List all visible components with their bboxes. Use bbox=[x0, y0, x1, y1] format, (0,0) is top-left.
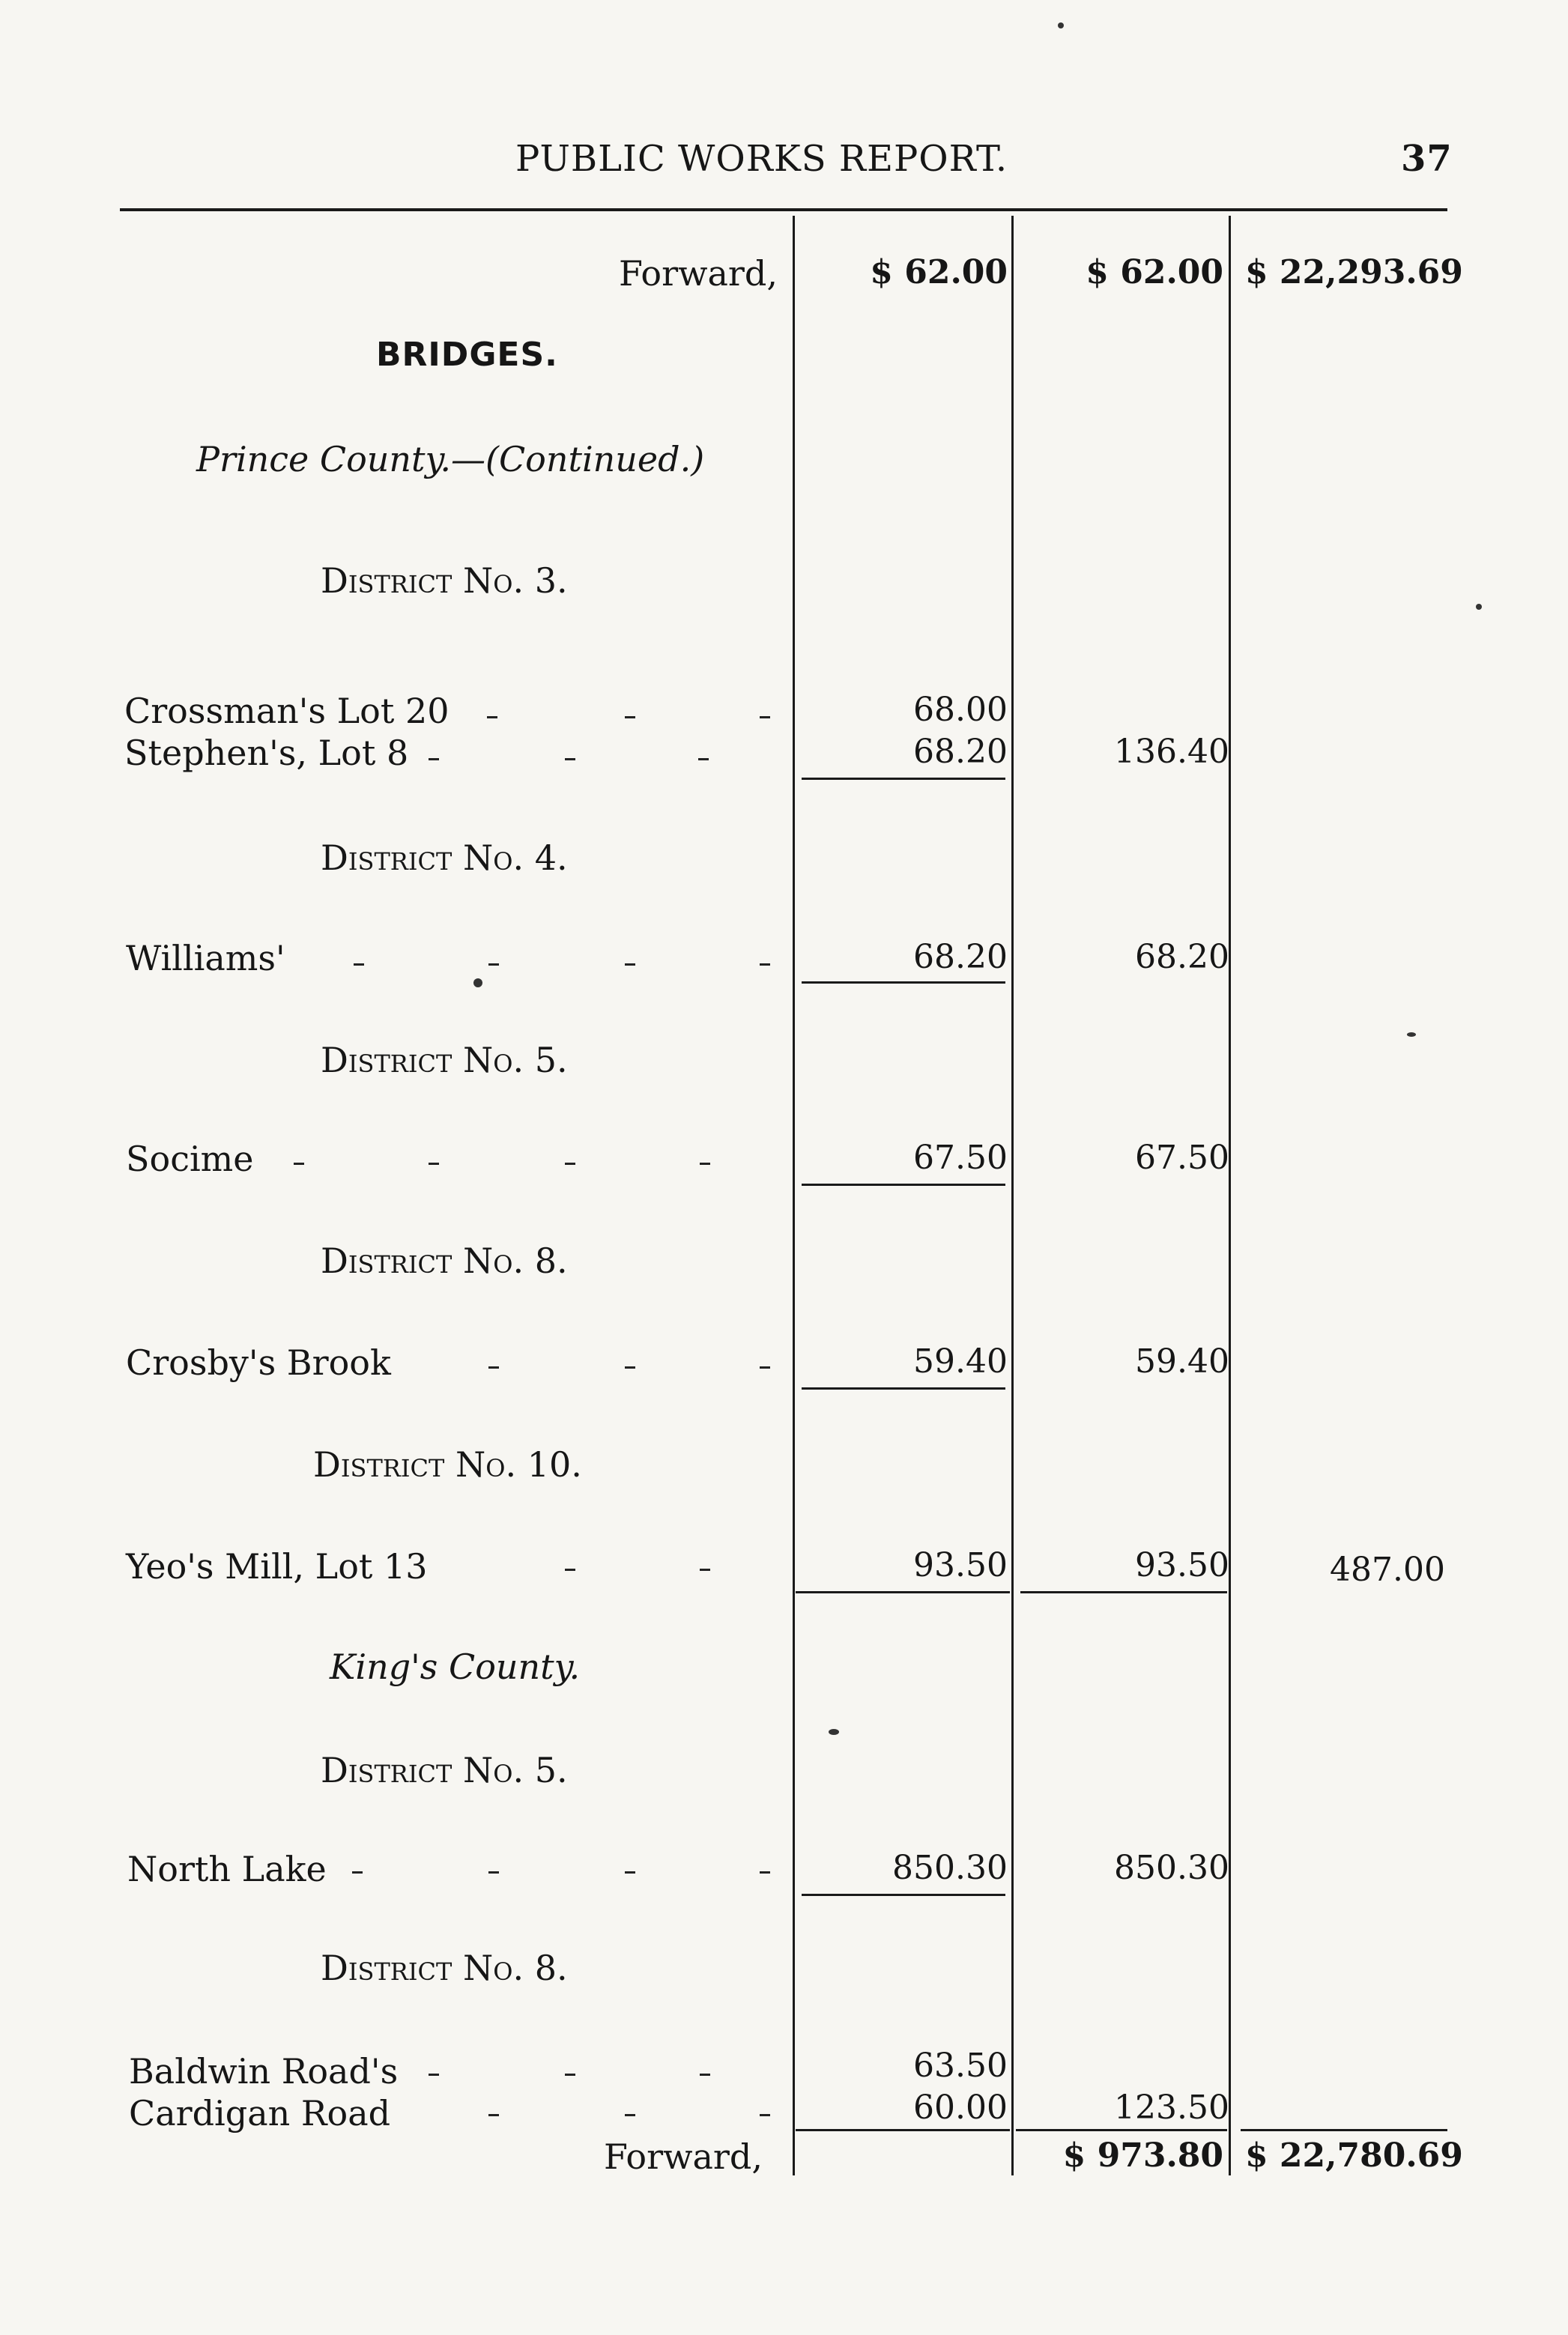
district-heading: District No. 3. bbox=[321, 560, 568, 601]
subtotal-rule bbox=[802, 981, 1005, 984]
entry-name: Crossman's Lot 20 bbox=[124, 691, 449, 731]
forward-bottom-col3: $ 22,780.69 bbox=[1245, 2136, 1463, 2175]
district-subtotal: 67.50 bbox=[1135, 1139, 1229, 1177]
subtotal-rule bbox=[802, 1387, 1005, 1390]
district-subtotal: 123.50 bbox=[1114, 2089, 1229, 2127]
header-rule bbox=[120, 208, 1447, 211]
county-heading-kings: King's County. bbox=[330, 1647, 581, 1687]
entry-amount: 63.50 bbox=[913, 2047, 1008, 2085]
subtotal-rule bbox=[796, 2129, 1010, 2131]
subtotal-rule bbox=[802, 1894, 1005, 1896]
total-rule bbox=[1241, 2129, 1447, 2131]
district-heading: District No. 5. bbox=[321, 1040, 568, 1080]
entry-name: Baldwin Road's bbox=[129, 2051, 399, 2092]
subtotal-rule bbox=[802, 778, 1005, 780]
county-heading-prince: Prince County.—(Continued.) bbox=[196, 439, 705, 479]
entry-amount: 68.00 bbox=[913, 691, 1008, 729]
entry-amount: 67.50 bbox=[913, 1139, 1008, 1177]
entry-amount: 68.20 bbox=[913, 733, 1008, 771]
entry-amount: 850.30 bbox=[892, 1849, 1008, 1887]
entry-name: Crosby's Brook bbox=[126, 1342, 391, 1383]
entry-amount: 93.50 bbox=[913, 1546, 1008, 1584]
district-heading: District No. 10. bbox=[313, 1444, 582, 1485]
entry-name: Socime bbox=[126, 1139, 254, 1179]
entry-amount: 68.20 bbox=[913, 938, 1008, 976]
county-rule bbox=[1020, 1591, 1227, 1593]
subtotal-rule bbox=[1016, 2129, 1227, 2131]
forward-top-col2: $ 62.00 bbox=[1086, 253, 1223, 291]
entry-name: Stephen's, Lot 8 bbox=[124, 733, 409, 773]
page-number: 37 bbox=[1401, 138, 1453, 180]
entry-name: Cardigan Road bbox=[129, 2093, 391, 2133]
page-title: PUBLIC WORKS REPORT. bbox=[515, 138, 1008, 180]
forward-top-col3: $ 22,293.69 bbox=[1245, 253, 1463, 291]
column-rule-2 bbox=[1011, 216, 1014, 2175]
district-heading: District No. 4. bbox=[321, 838, 568, 878]
entry-name: North Lake bbox=[127, 1849, 327, 1889]
subtotal-rule bbox=[796, 1591, 1010, 1593]
district-subtotal: 93.50 bbox=[1135, 1546, 1229, 1584]
forward-label-bottom: Forward, bbox=[604, 2136, 763, 2177]
forward-top-col1: $ 62.00 bbox=[870, 253, 1008, 291]
column-rule-1 bbox=[793, 216, 795, 2175]
district-subtotal: 850.30 bbox=[1114, 1849, 1229, 1887]
entry-name: Yeo's Mill, Lot 13 bbox=[126, 1546, 428, 1587]
section-title: BRIDGES. bbox=[376, 336, 558, 374]
district-heading: District No. 5. bbox=[321, 1750, 568, 1790]
subtotal-rule bbox=[802, 1184, 1005, 1186]
county-total: 487.00 bbox=[1330, 1551, 1445, 1589]
entry-amount: 60.00 bbox=[913, 2089, 1008, 2127]
district-heading: District No. 8. bbox=[321, 1241, 568, 1281]
entry-amount: 59.40 bbox=[913, 1342, 1008, 1381]
forward-label-top: Forward, bbox=[619, 253, 778, 294]
district-subtotal: 136.40 bbox=[1114, 733, 1229, 771]
forward-bottom-col2: $ 973.80 bbox=[1062, 2136, 1223, 2175]
district-subtotal: 68.20 bbox=[1135, 938, 1229, 976]
district-heading: District No. 8. bbox=[321, 1948, 568, 1988]
entry-name: Williams' bbox=[126, 938, 285, 978]
district-subtotal: 59.40 bbox=[1135, 1342, 1229, 1381]
